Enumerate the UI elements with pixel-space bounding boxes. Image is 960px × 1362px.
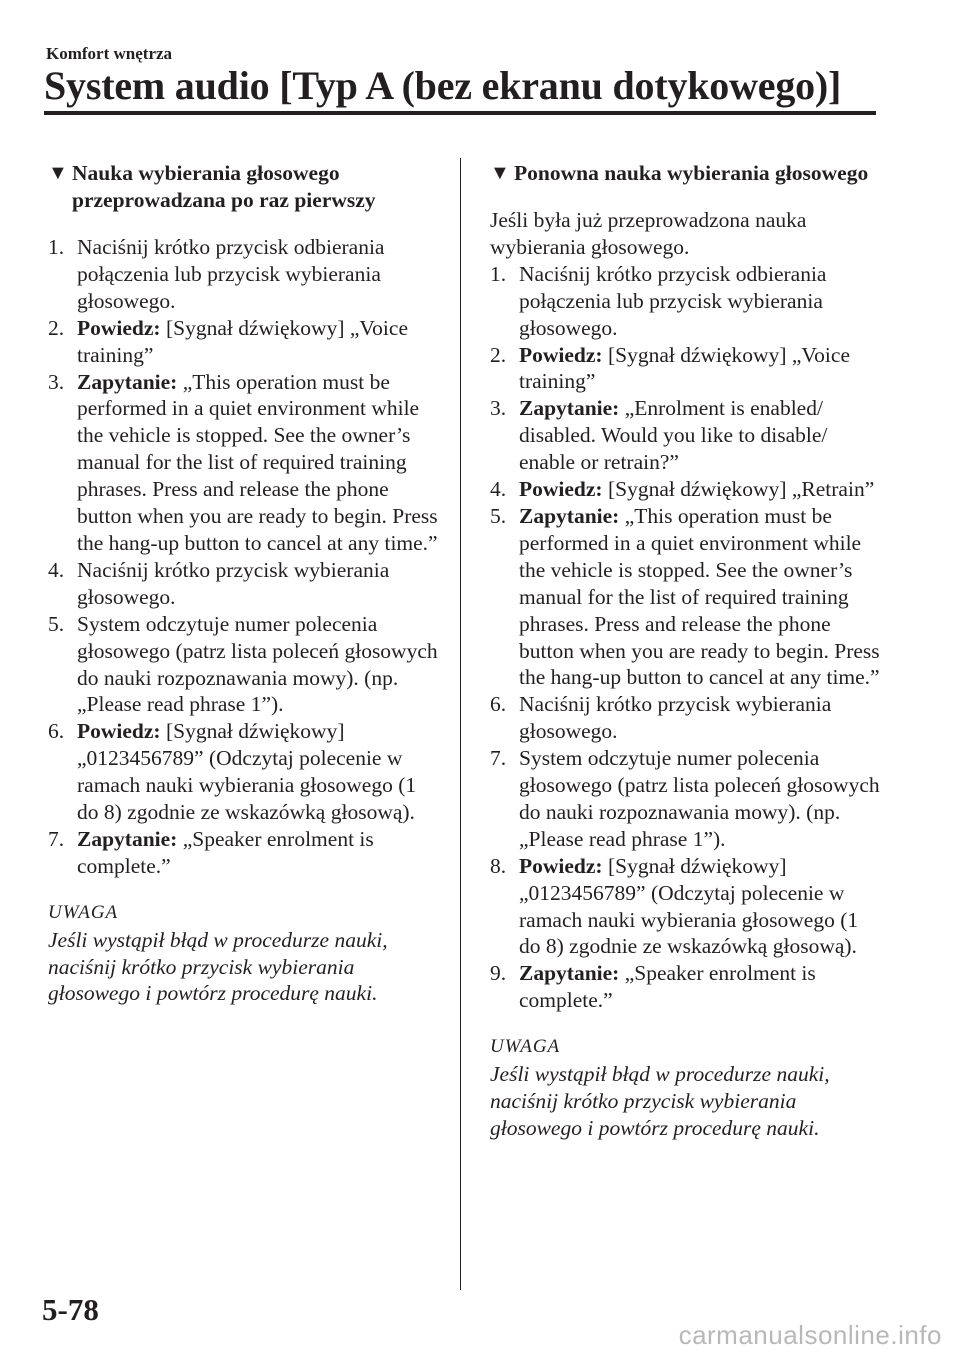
step-keyword: Powiedz: <box>77 719 161 744</box>
list-item <box>490 261 880 342</box>
note-label: UWAGA <box>48 901 119 923</box>
list-item <box>48 315 438 369</box>
page-number: 5-78 <box>42 1292 99 1327</box>
note-text: Jeśli wystąpił błąd w procedurze nauki, naciśnij krótko przycisk wybierania głosowego i powtórz procedurę nauki. <box>48 927 388 1006</box>
right-steps-list <box>490 261 880 1014</box>
list-item <box>48 234 438 315</box>
right-heading-text: Ponowna nauka wybierania głosowego <box>514 161 869 185</box>
step-body: System odczytuje numer polecenia głosowego (patrz lista poleceń głosowych do nauki rozpoznawania mowy). (np. „Please read phrase 1”). <box>77 611 438 717</box>
list-item <box>48 718 438 826</box>
step-number: 2. <box>48 315 65 340</box>
list-item <box>490 476 880 503</box>
right-heading <box>490 160 880 187</box>
step-body: „Speaker enrolment is complete.” <box>77 826 374 878</box>
step-body: [Sygnał dźwiękowy] „0123456789” (Odczytaj polecenie w ramach nauki wybierania głosowego (1 do 8) zgodnie ze wskazówką głosową). <box>77 719 417 825</box>
step-keyword: Zapytanie: <box>519 503 620 528</box>
watermark: carmanualsonline.info <box>678 1320 942 1350</box>
step-body: Naciśnij krótko przycisk wybierania głosowego. <box>519 692 832 744</box>
step-text <box>519 745 880 853</box>
list-item <box>48 557 438 611</box>
step-text <box>519 395 880 476</box>
note-block <box>48 900 438 1008</box>
step-keyword: Zapytanie: <box>77 369 178 394</box>
step-body: [Sygnał dźwiękowy] „0123456789” (Odczytaj polecenie w ramach nauki wybierania głosowego (1 do 8) zgodnie ze wskazówką głosową). <box>519 853 859 959</box>
step-body: Naciśnij krótko przycisk odbierania połączenia lub przycisk wybierania głosowego. <box>519 261 827 340</box>
right-column <box>490 160 880 1142</box>
step-body: Naciśnij krótko przycisk odbierania połączenia lub przycisk wybierania głosowego. <box>77 235 385 313</box>
list-item <box>48 611 438 719</box>
step-body: „Speaker enrolment is complete.” <box>519 961 816 1013</box>
step-number: 1. <box>48 235 65 259</box>
step-keyword: Zapytanie: <box>519 396 620 421</box>
section-label: Komfort wnętrza <box>46 44 173 63</box>
triangle-bullet-icon: ▼ <box>48 162 68 184</box>
left-heading <box>48 160 438 214</box>
step-body: [Sygnał dźwiękowy] „Voice training” <box>77 315 408 367</box>
step-text <box>77 315 438 369</box>
list-item <box>490 691 880 745</box>
step-text <box>77 718 438 826</box>
step-body: „Enrolment is enabled/ disabled. Would you like to disable/ enable or retrain?” <box>519 396 828 475</box>
triangle-bullet-icon: ▼ <box>490 162 510 184</box>
step-text <box>77 826 438 880</box>
step-number: 6. <box>48 719 65 744</box>
step-text <box>519 476 880 503</box>
title-rule <box>44 111 876 115</box>
step-keyword: Powiedz: <box>519 853 603 878</box>
page-title: System audio [Typ A (bez ekranu dotykowego)] <box>44 63 842 108</box>
step-number: 6. <box>490 692 507 717</box>
step-text <box>519 503 880 691</box>
list-item <box>490 503 880 691</box>
step-keyword: Powiedz: <box>519 342 603 367</box>
list-item <box>48 369 438 557</box>
step-number: 5. <box>48 611 65 636</box>
left-steps-list <box>48 234 438 880</box>
step-body: „This operation must be performed in a quiet environment while the vehicle is stopped. See the owner’s manual for the list of required training phrases. Press and release the phone button when you are ready to begin. Press the hang-up button to cancel at any time.” <box>77 369 438 555</box>
step-text <box>519 853 880 961</box>
list-item <box>490 395 880 476</box>
step-number: 4. <box>48 557 65 582</box>
column-divider <box>460 158 461 1290</box>
step-number: 8. <box>490 853 507 878</box>
step-text <box>519 261 880 342</box>
step-body: Naciśnij krótko przycisk wybierania głosowego. <box>77 557 390 609</box>
step-number: 1. <box>490 261 507 286</box>
step-body: [Sygnał dźwiękowy] „Retrain” <box>602 477 875 502</box>
step-number: 2. <box>490 342 507 367</box>
list-item <box>490 745 880 853</box>
step-text <box>519 691 880 745</box>
list-item <box>48 826 438 880</box>
step-body: System odczytuje numer polecenia głosowego (patrz lista poleceń głosowych do nauki rozpoznawania mowy). (np. „Please read phrase 1”). <box>519 746 880 851</box>
note-label: UWAGA <box>490 1036 561 1058</box>
list-item <box>490 342 880 396</box>
step-keyword: Zapytanie: <box>77 826 178 851</box>
note-block <box>490 1034 880 1142</box>
step-keyword: Zapytanie: <box>519 961 620 986</box>
step-text <box>77 369 438 557</box>
step-number: 9. <box>490 961 507 986</box>
step-text <box>519 960 880 1014</box>
step-keyword: Powiedz: <box>519 477 603 502</box>
left-heading-text: Nauka wybierania głosowego przeprowadzana po raz pierwszy <box>72 161 376 212</box>
step-body: [Sygnał dźwiękowy] „Voice training” <box>519 342 850 394</box>
step-keyword: Powiedz: <box>77 315 161 340</box>
step-number: 5. <box>490 503 507 528</box>
step-text <box>77 234 438 315</box>
note-text: Jeśli wystąpił błąd w procedurze nauki, naciśnij krótko przycisk wybierania głosowego i powtórz procedurę nauki. <box>490 1062 830 1140</box>
step-number: 7. <box>48 826 65 851</box>
left-column <box>48 160 438 1007</box>
step-text <box>77 557 438 611</box>
step-number: 3. <box>490 396 507 421</box>
step-text <box>519 342 880 396</box>
step-number: 7. <box>490 746 507 771</box>
step-text <box>77 611 438 719</box>
step-number: 4. <box>490 477 507 502</box>
list-item <box>490 853 880 961</box>
intro-text: Jeśli była już przeprowadzona nauka wybierania głosowego. <box>490 208 807 259</box>
step-body: „This operation must be performed in a quiet environment while the vehicle is stopped. See the owner’s manual for the list of required training phrases. Press and release the phone button when you are ready to begin. Press the hang-up button to cancel at any time.” <box>519 503 880 690</box>
list-item <box>490 960 880 1014</box>
step-number: 3. <box>48 369 65 394</box>
